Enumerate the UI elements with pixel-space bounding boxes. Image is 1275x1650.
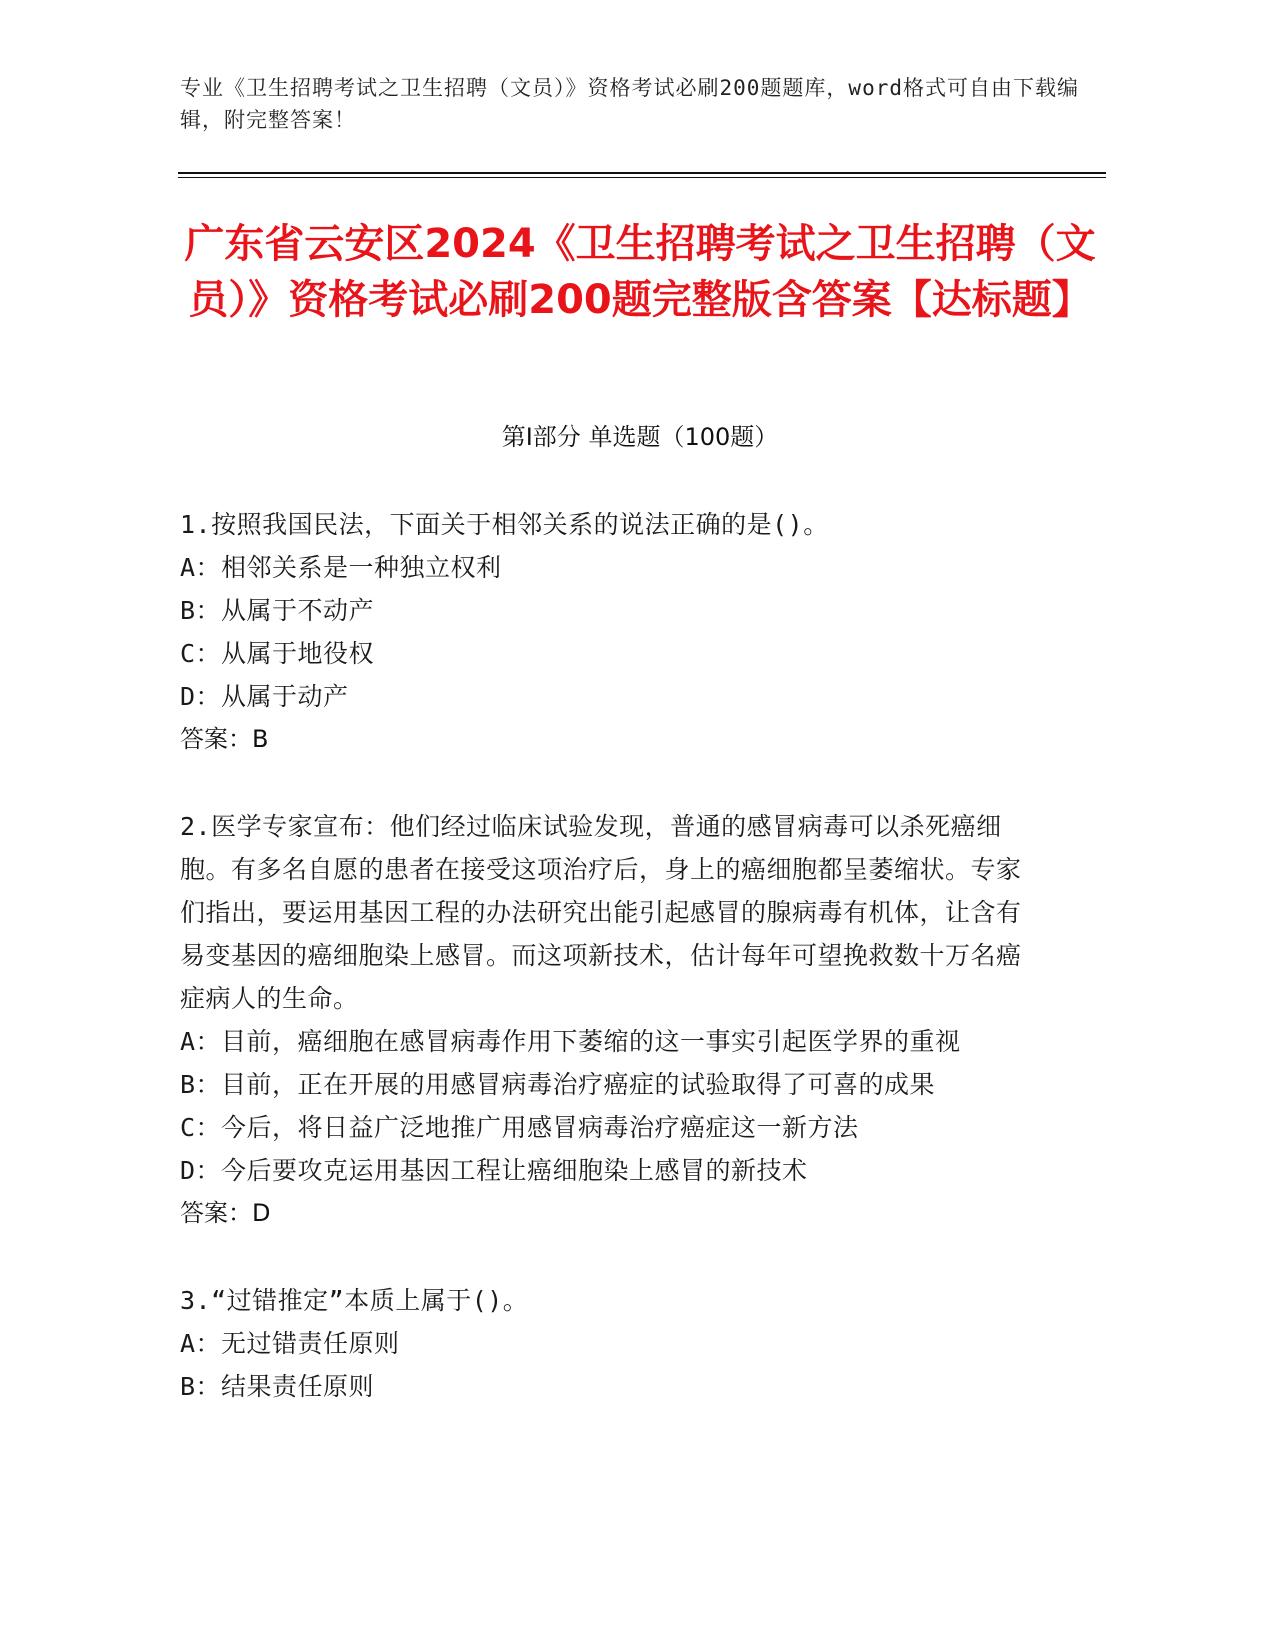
question-3 — [180, 1279, 1100, 1408]
header-divider-thick — [178, 172, 1106, 174]
option-b: B：目前，正在开展的用感冒病毒治疗癌症的试验取得了可喜的成果 — [180, 1070, 936, 1099]
header-divider-thin — [178, 177, 1106, 178]
option-a: A：无过错责任原则 — [180, 1329, 400, 1358]
option-d: D：今后要攻克运用基因工程让癌细胞染上感冒的新技术 — [180, 1156, 808, 1185]
question-stem: 2.医学专家宣布：他们经过临床试验发现，普通的感冒病毒可以杀死癌细胞。有多名自愿的患者在接受这项治疗后，身上的癌细胞都呈萎缩状。专家们指出，要运用基因工程的办法研究出能引起感冒的腺病毒有机体，让含有易变基因的癌细胞染上感冒。而这项新技术，估计每年可望挽救数十万名癌症病人的生命。 — [180, 812, 1022, 1013]
question-stem: 1.按照我国民法，下面关于相邻关系的说法正确的是()。 — [180, 510, 829, 539]
header-note: 专业《卫生招聘考试之卫生招聘（文员）》资格考试必刷200题题库，word格式可自由下载编辑，附完整答案！ — [180, 76, 1079, 132]
question-stem: 3.“过错推定”本质上属于()。 — [180, 1286, 529, 1315]
answer: 答案：D — [180, 1199, 271, 1227]
option-c: C：从属于地役权 — [180, 639, 375, 668]
question-1 — [180, 503, 1100, 761]
section-title: 第Ⅰ部分 单选题（100题） — [501, 423, 779, 451]
option-b: B：从属于不动产 — [180, 596, 375, 625]
question-list — [180, 503, 1100, 1452]
option-a: A：目前，癌细胞在感冒病毒作用下萎缩的这一事实引起医学界的重视 — [180, 1027, 961, 1056]
question-2 — [180, 805, 1100, 1235]
option-b: B：结果责任原则 — [180, 1372, 375, 1401]
option-c: C：今后，将日益广泛地推广用感冒病毒治疗癌症这一新方法 — [180, 1113, 859, 1142]
document-title: 广东省云安区2024《卫生招聘考试之卫生招聘（文员）》资格考试必刷200题完整版含答案【达标题】 — [184, 221, 1096, 323]
answer: 答案：B — [180, 725, 269, 753]
option-d: D：从属于动产 — [180, 682, 349, 711]
option-a: A：相邻关系是一种独立权利 — [180, 553, 502, 582]
